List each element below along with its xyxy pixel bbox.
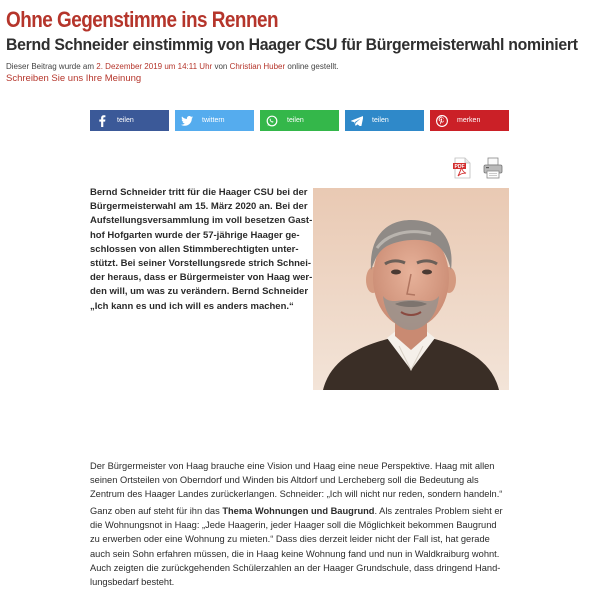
share-pinterest-button[interactable] [430,110,509,131]
body-line: Auch zeigten die zurückgehenden Schülerzahlen an der Haager Grundschule, dass dringend Hand- [90,562,501,573]
share-facebook-button[interactable] [90,110,169,131]
svg-text:PDF: PDF [454,164,465,170]
body-line: seinen Ortsteilen von Oberndorf und Winden bis Altdorf und Lercheberg soll die Bedeutung als [90,475,479,486]
body-line: die Wohnungsnot in Haag: „Jede Haagerin, jeder Haager soll die Möglichkeit bekommen Baugrund [90,520,497,531]
lead-line: schlossen von allen Stimmberechtigten unter- [90,243,299,255]
article-body [90,459,520,589]
telegram-icon [350,114,364,128]
printer-icon[interactable] [482,157,504,179]
share-twitter-label: twittern [202,117,225,124]
lead-line: Bürgermeisterwahl am 15. März 2020 an. Bei der [90,201,308,213]
article-lead [90,186,313,314]
facebook-icon [95,114,109,128]
share-telegram-label: teilen [372,117,389,124]
body-line: Zentrum des Haager Landes zurückerlangen. Schneider: „Ich will nicht nur reden, sondern handeln.“ [90,489,503,500]
body-line: auch sein Sohn erfahren müssen, die in Haag keine Wohnung fand und nun in Waldkraiburg wohnt. [90,548,500,559]
meta-prefix: Dieser Beitrag wurde am [6,62,95,71]
comment-link[interactable]: Schreiben Sie uns Ihre Meinung [6,73,142,84]
body-line: zu erwerben oder eine Wohnung zu mieten.“ Dass dies derzeit leider nicht der Fall ist, hat gerade [90,534,490,545]
body-highlight: Thema Wohnungen und Baugrund [222,506,375,517]
lead-line: der heraus, dass er Bürgermeister von Haag wer- [90,272,313,284]
share-whatsapp-label: teilen [287,117,304,124]
share-whatsapp-button[interactable] [260,110,339,131]
meta-author-link[interactable]: Christian Huber [229,62,286,71]
share-facebook-label: teilen [117,117,134,124]
body-line [90,504,520,518]
lead-line: Aufstellungsversammlung im voll besetzen Gast- [90,215,313,227]
pdf-icon[interactable] [452,157,472,179]
body-line: Der Bürgermeister von Haag brauche eine Vision und Haag eine neue Perspektive. Haag mit allen [90,461,495,471]
share-twitter-button[interactable] [175,110,254,131]
body-text-run: Ganz oben auf steht für ihn das [90,506,223,517]
twitter-icon [180,114,194,128]
meta-date-link[interactable]: 2. Dezember 2019 um 14:11 Uhr [96,62,213,71]
article-meta [6,62,339,71]
article-subheadline: Bernd Schneider einstimmig von Haager CSU für Bürgermeisterwahl nominiert [6,35,578,54]
meta-suffix: online gestellt. [287,62,339,71]
article-headline: Ohne Gegenstimme ins Rennen [6,7,279,32]
body-line: lungsbedarf besteht. [90,576,175,587]
lead-line: Bernd Schneider tritt für die Haager CSU bei der [90,187,308,198]
lead-line: den will, um was zu verändern. Bernd Schneider [90,286,309,298]
meta-by: von [214,62,228,71]
lead-line: hof Hofgarten wurde der 57-jährige Haager ge- [90,229,300,241]
body-text-run: . Als zentrales Problem sieht er [374,506,503,517]
share-pinterest-label: merken [457,117,481,124]
share-telegram-button[interactable] [345,110,424,131]
lead-line: stützt. Bei seiner Vorstellungsrede strich Schnei- [90,258,312,270]
whatsapp-icon [265,114,279,128]
portrait-photo [313,188,509,390]
pinterest-icon [435,114,449,128]
lead-line: „Ich kann es und ich will es anders machen.“ [90,300,294,312]
